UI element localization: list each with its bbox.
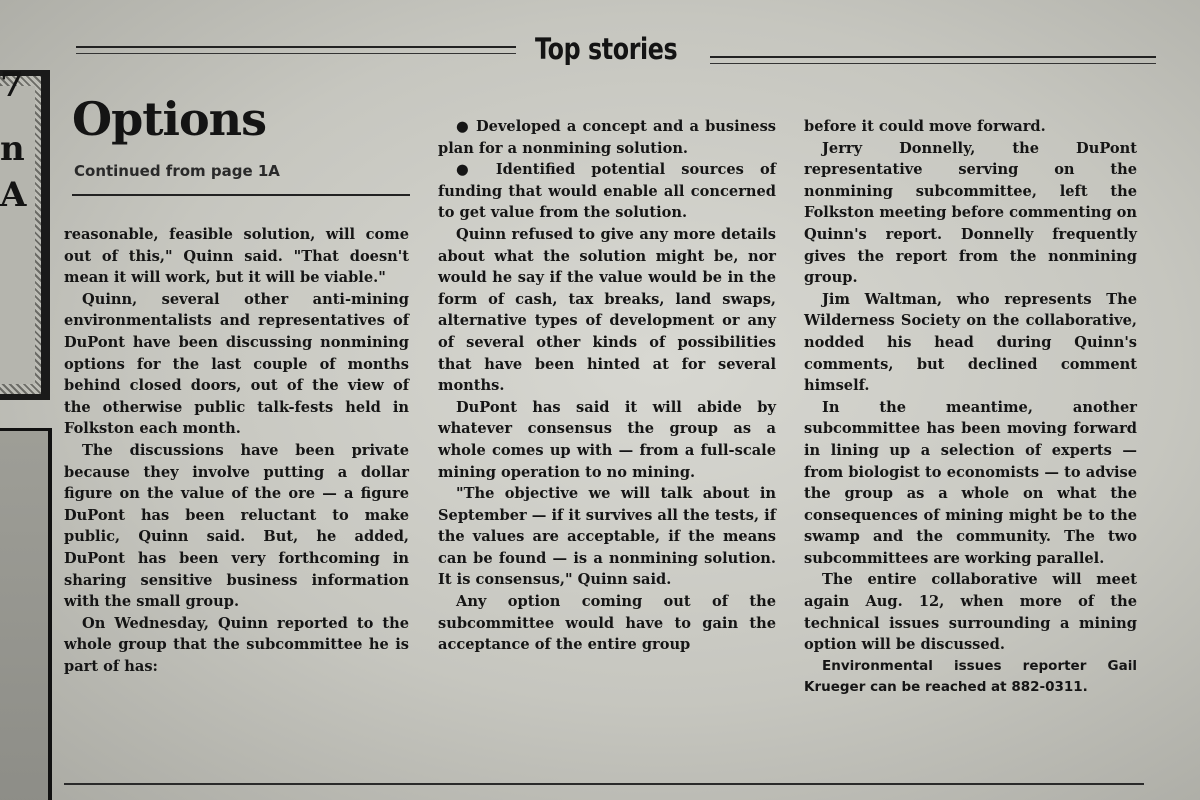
bullet-item: ● Developed a concept and a business plan for a nonmining solution. bbox=[438, 118, 776, 157]
headline-rule bbox=[72, 194, 410, 196]
article-column-3 bbox=[804, 116, 1137, 699]
bottom-rule bbox=[64, 783, 1144, 785]
edge-letter: n bbox=[0, 129, 25, 169]
paragraph: In the meantime, another subcommittee has been moving forward in lining up a selection of experts — from biologist to economists — to advise the group as a whole on what the consequences of mining might be to the swamp and the community. The two subcommittees are working parallel. bbox=[804, 398, 1137, 567]
section-title: Top stories bbox=[535, 32, 678, 66]
header-rule-right bbox=[710, 56, 1156, 64]
paragraph: Quinn refused to give any more details about what the solution might be, nor would he say if the value would be in the form of cash, tax breaks, land swaps, alternative types of development or any of several other kinds of possibilities that have been hinted at for several months. bbox=[438, 225, 776, 395]
paragraph: reasonable, feasible solution, will come out of this," Quinn said. "That doesn't mean it will work, but it will be viable." bbox=[64, 226, 409, 287]
header-rule-left bbox=[76, 46, 516, 54]
paragraph: On Wednesday, Quinn reported to the whole group that the subcommittee he is part of has: bbox=[64, 614, 409, 675]
paragraph: The discussions have been private because they involve putting a dollar figure on the value of the ore — a figure DuPont has been reluctant to make public, Quinn said. But, he added, DuPont has been very forthcoming in sharing sensitive business information with the small group. bbox=[64, 441, 409, 611]
paragraph: DuPont has said it will abide by whatever consensus the group as a whole comes up with — from a full-scale mining operation to no mining. bbox=[438, 398, 776, 481]
reporter-signoff: Environmental issues reporter Gail Krueger can be reached at 882-0311. bbox=[804, 657, 1137, 696]
article-column-2 bbox=[438, 116, 776, 656]
article-column-1 bbox=[64, 224, 409, 677]
continued-line: Continued from page 1A bbox=[74, 162, 280, 180]
edge-letter: A bbox=[0, 175, 27, 215]
adjacent-photo bbox=[0, 428, 52, 800]
edge-letter: 7 bbox=[0, 65, 24, 105]
decorative-border-box bbox=[0, 65, 50, 400]
adjacent-column-edge bbox=[0, 30, 62, 800]
headline: Options bbox=[72, 92, 266, 146]
paragraph: "The objective we will talk about in September — if it survives all the tests, if the values are acceptable, if the means can be found — is a nonmining solution. It is consensus," Quinn said. bbox=[438, 485, 776, 589]
paragraph: before it could move forward. bbox=[804, 118, 1046, 135]
paragraph: Quinn, several other anti-mining environmentalists and representatives of DuPont have been discussing nonmining options for the last couple of months behind closed doors, out of the view of the otherwise public talk-fests held in Folkston each month. bbox=[64, 290, 409, 438]
paragraph: Any option coming out of the subcommittee would have to gain the acceptance of the entire group bbox=[438, 593, 776, 654]
paragraph: The entire collaborative will meet again Aug. 12, when more of the technical issues surrounding a mining option will be discussed. bbox=[804, 571, 1137, 654]
paragraph: Jerry Donnelly, the DuPont representative serving on the nonmining subcommittee, left the Folkston meeting before commenting on Quinn's report. Donnelly frequently gives the report from the nonmining group. bbox=[804, 139, 1138, 287]
paragraph: Jim Waltman, who represents The Wilderness Society on the collaborative, nodded his head during Quinn's comments, but declined comment himself. bbox=[804, 290, 1137, 395]
bullet-item: ● Identified potential sources of funding that would enable all concerned to get value from the solution. bbox=[438, 161, 776, 222]
